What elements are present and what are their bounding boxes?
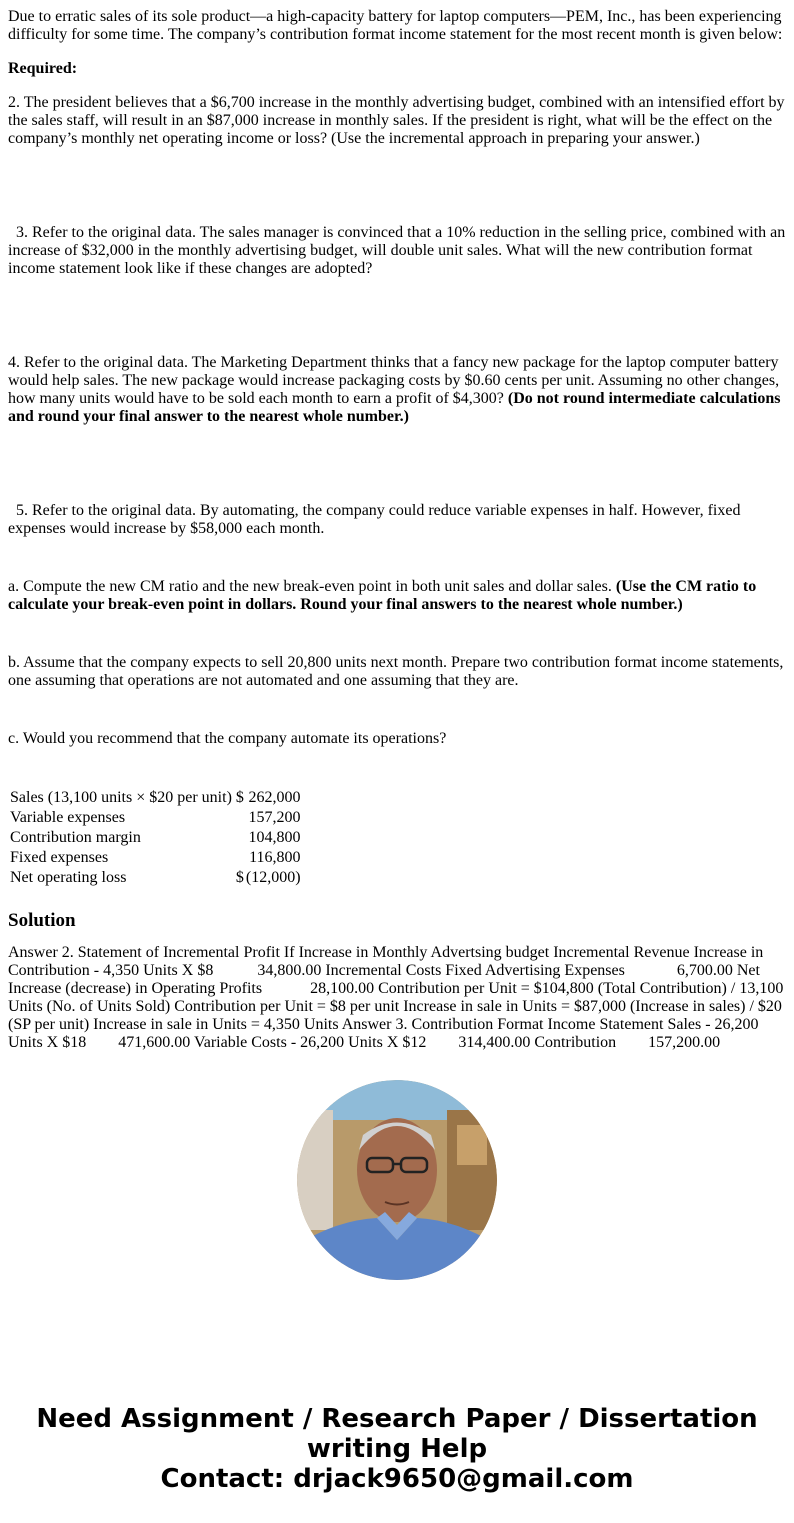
row-value: 262,000 [248,789,301,806]
row-value: 116,800 [249,849,301,866]
table-row [10,868,301,888]
question-4-text: 4. Refer to the original data. The Marketing Department thinks that a fancy new package for the laptop computer battery would help sales. The new package would increase packaging costs by $0.60 cents per unit. Assuming no other changes, how many units would have to be sold each month to earn a profit of $4,300? [8,354,780,407]
row-label: Sales (13,100 units × $20 per unit) [10,789,232,806]
banner-contact-email: Contact: drjack9650@gmail.com [160,1464,634,1494]
avatar [297,1080,497,1280]
table-row [10,828,301,848]
question-5a-instruction: (Use the CM ratio to calculate your break-even point in dollars. Round your final answers to the nearest whole number.) [8,578,757,613]
question-5a-text: a. Compute the new CM ratio and the new break-even point in both unit sales and dollar sales. [8,578,616,595]
question-5c: c. Would you recommend that the company automate its operations? [8,730,447,747]
row-label: Contribution margin [10,829,141,846]
banner-line-2: writing Help [306,1434,488,1464]
income-statement-table [10,788,301,888]
question-5a [8,578,786,614]
author-photo [297,1080,497,1280]
table-row [10,808,301,828]
row-label: Net operating loss [10,869,127,886]
question-5: 5. Refer to the original data. By automating, the company could reduce variable expenses in half. However, fixed expenses would increase by $58,000 each month. [8,502,741,537]
row-dollar-sign [236,828,246,848]
row-value: 104,800 [248,829,301,846]
question-4-instruction: (Do not round intermediate calculations and round your final answer to the nearest whole number.) [8,390,781,425]
banner-line-1: Need Assignment / Research Paper / Dissertation [36,1404,758,1434]
intro-paragraph: Due to erratic sales of its sole product—a high-capacity battery for laptop computers—PEM, Inc., has been experiencing difficulty for some time. The company’s contribution format income statement for the most recent month is given below: [8,8,783,43]
row-label: Fixed expenses [10,849,109,866]
question-5b: b. Assume that the company expects to sell 20,800 units next month. Prepare two contribution format income statements, one assuming that operations are not automated and one assuming that they are. [8,654,784,689]
row-dollar-sign: $ [235,869,244,886]
document-body [8,8,786,1280]
row-dollar-sign: $ [235,789,244,806]
answer-text: Answer 2. Statement of Incremental Profit If Increase in Monthly Advertsing budget Incremental Revenue Increase in Contribution - 4,350 Units X $8 34,800.00 Incremental Costs Fixed Advertising Expenses 6,700.00 Net Increase (decrease) in Operating Profits 28,100.00 Contribution per Unit = $104,800 (Total Contribution) / 13,100 Units (No. of Units Sold) Contribution per Unit = $8 per unit Increase in sale in Units = $87,000 (Increase in sales) / $20 (SP per unit) Increase in sale in Units = 4,350 Units Answer 3. Contribution Format Income Statement Sales - 26,200 Units X $18 471,600.00 Variable Costs - 26,200 Units X $12 314,400.00 Contribution 157,200.00 [8,944,784,1051]
row-label: Variable expenses [10,809,126,826]
required-heading: Required: [8,60,78,77]
question-4 [8,354,786,426]
table-row [10,848,301,868]
row-dollar-sign [236,808,246,828]
solution-heading: Solution [8,910,76,931]
question-3: 3. Refer to the original data. The sales manager is convinced that a 10% reduction in the selling price, combined with an increase of $32,000 in the monthly advertising budget, will double unit sales. What will the new contribution format income statement look like if these changes are adopted? [8,224,786,277]
row-value: 157,200 [248,809,301,826]
contact-banner [0,1404,794,1494]
row-dollar-sign [236,848,246,868]
table-row [10,788,301,808]
row-value: (12,000) [245,869,301,886]
question-2: 2. The president believes that a $6,700 increase in the monthly advertising budget, combined with an intensified effort by the sales staff, will result in an $87,000 increase in monthly sales. If the president is right, what will be the effect on the company’s monthly net operating income or loss? (Use the incremental approach in preparing your answer.) [8,94,785,147]
